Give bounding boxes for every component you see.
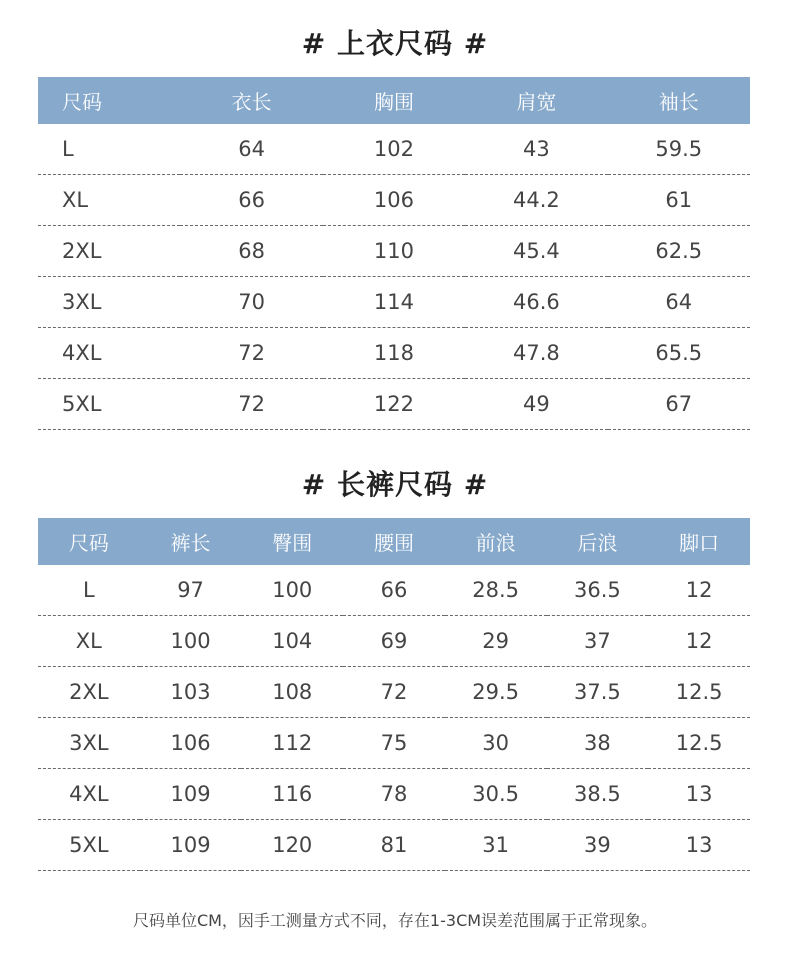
column-header: 胸围	[323, 77, 465, 124]
table-cell: 97	[140, 565, 242, 616]
column-header: 脚口	[648, 518, 750, 565]
table-cell: 5XL	[38, 820, 140, 871]
tops-size-table	[38, 77, 750, 430]
table-cell: 30	[445, 718, 547, 769]
table-cell: 3XL	[38, 718, 140, 769]
column-header: 尺码	[38, 518, 140, 565]
table-cell: 38.5	[547, 769, 649, 820]
table-cell: 100	[241, 565, 343, 616]
table-cell: 109	[140, 769, 242, 820]
table-cell: 12.5	[648, 667, 750, 718]
column-header: 肩宽	[465, 77, 607, 124]
table-cell: 30.5	[445, 769, 547, 820]
table-header-row	[38, 518, 750, 565]
table-cell: 37.5	[547, 667, 649, 718]
table-row	[38, 565, 750, 616]
table-cell: 64	[180, 124, 322, 175]
table-cell: 36.5	[547, 565, 649, 616]
table-cell: 67	[608, 379, 750, 430]
table-row	[38, 820, 750, 871]
table-row	[38, 328, 750, 379]
table-cell: 64	[608, 277, 750, 328]
table-row	[38, 124, 750, 175]
table-cell: 47.8	[465, 328, 607, 379]
table-cell: 3XL	[38, 277, 180, 328]
measurement-footnote: 尺码单位CM，因手工测量方式不同，存在1-3CM误差范围属于正常现象。	[132, 911, 658, 930]
table-cell: 31	[445, 820, 547, 871]
table-cell: 37	[547, 616, 649, 667]
table-cell: 45.4	[465, 226, 607, 277]
table-cell: 104	[241, 616, 343, 667]
table-cell: 38	[547, 718, 649, 769]
table-cell: 108	[241, 667, 343, 718]
table-cell: 106	[140, 718, 242, 769]
table-cell: 116	[241, 769, 343, 820]
table-row	[38, 718, 750, 769]
table-cell: 72	[343, 667, 445, 718]
table-cell: 109	[140, 820, 242, 871]
table-cell: 69	[343, 616, 445, 667]
table-cell: 4XL	[38, 769, 140, 820]
table-cell: 12	[648, 565, 750, 616]
column-header: 裤长	[140, 518, 242, 565]
table-cell: 61	[608, 175, 750, 226]
table-row	[38, 769, 750, 820]
table-cell: 70	[180, 277, 322, 328]
pants-size-table	[38, 518, 750, 871]
table-cell: L	[38, 565, 140, 616]
table-cell: 39	[547, 820, 649, 871]
table-cell: XL	[38, 175, 180, 226]
table-row	[38, 667, 750, 718]
table-cell: 66	[180, 175, 322, 226]
table-cell: 49	[465, 379, 607, 430]
column-header: 袖长	[608, 77, 750, 124]
table-cell: 29	[445, 616, 547, 667]
table-cell: 28.5	[445, 565, 547, 616]
table-cell: 72	[180, 328, 322, 379]
table-cell: 62.5	[608, 226, 750, 277]
table-cell: 46.6	[465, 277, 607, 328]
table-cell: 102	[323, 124, 465, 175]
column-header: 臀围	[241, 518, 343, 565]
tops-section-title: # 上衣尺码 #	[301, 27, 489, 60]
table-cell: 29.5	[445, 667, 547, 718]
table-cell: 4XL	[38, 328, 180, 379]
table-cell: 72	[180, 379, 322, 430]
table-cell: 78	[343, 769, 445, 820]
table-cell: 12.5	[648, 718, 750, 769]
table-cell: 103	[140, 667, 242, 718]
table-cell: 75	[343, 718, 445, 769]
table-cell: 43	[465, 124, 607, 175]
table-cell: 44.2	[465, 175, 607, 226]
table-cell: 120	[241, 820, 343, 871]
table-cell: 106	[323, 175, 465, 226]
table-row	[38, 175, 750, 226]
column-header: 腰围	[343, 518, 445, 565]
table-cell: 81	[343, 820, 445, 871]
table-cell: 112	[241, 718, 343, 769]
column-header: 衣长	[180, 77, 322, 124]
table-cell: 12	[648, 616, 750, 667]
table-row	[38, 379, 750, 430]
column-header: 前浪	[445, 518, 547, 565]
table-cell: L	[38, 124, 180, 175]
table-cell: 66	[343, 565, 445, 616]
table-cell: 13	[648, 820, 750, 871]
table-row	[38, 277, 750, 328]
table-header-row	[38, 77, 750, 124]
table-cell: 65.5	[608, 328, 750, 379]
table-cell: 13	[648, 769, 750, 820]
table-cell: 2XL	[38, 667, 140, 718]
table-row	[38, 616, 750, 667]
table-cell: 68	[180, 226, 322, 277]
table-cell: 5XL	[38, 379, 180, 430]
column-header: 后浪	[547, 518, 649, 565]
table-cell: 100	[140, 616, 242, 667]
table-cell: 2XL	[38, 226, 180, 277]
table-cell: 122	[323, 379, 465, 430]
table-cell: 118	[323, 328, 465, 379]
table-row	[38, 226, 750, 277]
table-cell: XL	[38, 616, 140, 667]
table-cell: 110	[323, 226, 465, 277]
table-cell: 59.5	[608, 124, 750, 175]
column-header: 尺码	[38, 77, 180, 124]
pants-section-title: # 长裤尺码 #	[301, 468, 489, 501]
table-cell: 114	[323, 277, 465, 328]
